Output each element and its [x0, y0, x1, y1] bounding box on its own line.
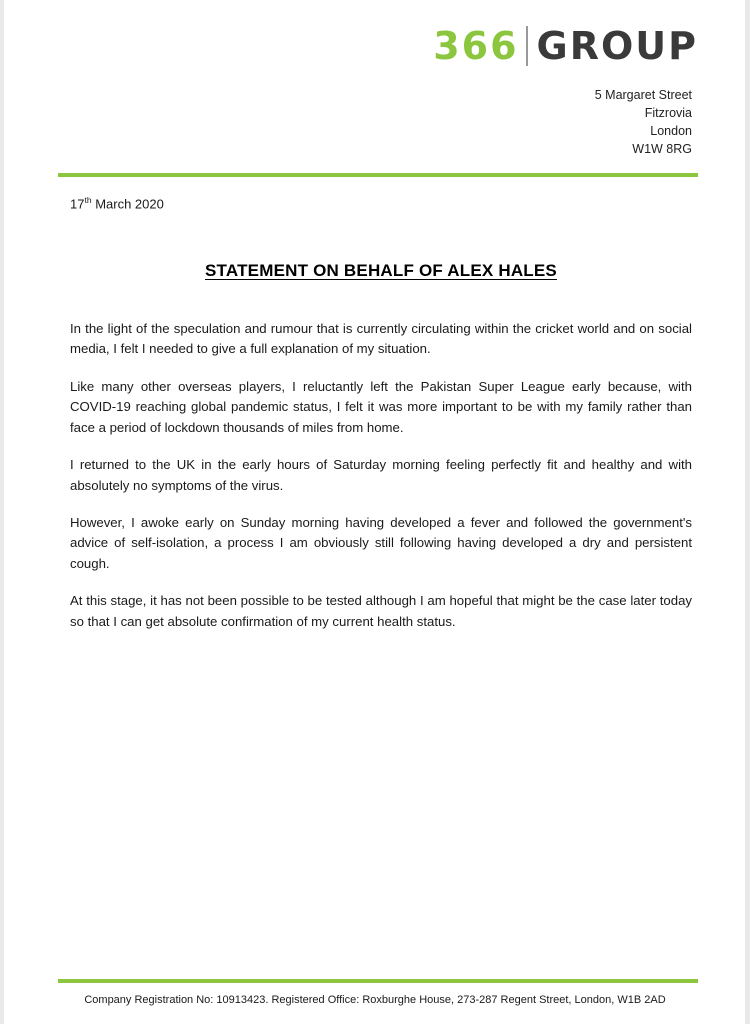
letter-date	[70, 195, 692, 211]
letterhead	[0, 0, 750, 177]
footer-registration-text: Company Registration No: 10913423. Registered Office: Roxburghe House, 273-287 Regent Street, London, W1B 2AD	[84, 994, 666, 1006]
logo-wordmark: GROUP	[536, 24, 698, 68]
paragraph: Like many other overseas players, I reluctantly left the Pakistan Super League early because, with COVID-19 reaching global pandemic status, I felt it was more important to be with my family rather than face a period of lockdown thousands of miles from home.	[70, 378, 692, 435]
paragraph: I returned to the UK in the early hours of Saturday morning feeling perfectly fit and healthy and with absolutely no symptoms of the virus.	[70, 457, 692, 493]
document-footer	[0, 979, 750, 1006]
address-line: Fitzrovia	[644, 106, 692, 121]
statement-paragraphs	[70, 319, 692, 632]
date-ordinal: th	[84, 194, 92, 205]
paragraph: However, I awoke early on Sunday morning having developed a fever and followed the government's advice of self-isolation, a process I am obviously still following having developed a dry and persistent cough.	[70, 515, 692, 571]
page-title: STATEMENT ON BEHALF OF ALEX HALES	[205, 260, 557, 280]
footer-rule	[58, 979, 698, 983]
paragraph: In the light of the speculation and rumour that is currently circulating within the cricket world and on social media, I felt I needed to give a full explanation of my situation.	[70, 320, 692, 357]
company-address	[0, 86, 750, 159]
logo-lockup	[433, 26, 698, 66]
address-line: London	[650, 124, 692, 139]
logo-divider-icon	[526, 26, 528, 66]
date-rest: March 2020	[95, 195, 164, 211]
address-line: W1W 8RG	[632, 142, 692, 157]
document-body	[0, 195, 750, 633]
date-day: 17	[70, 195, 85, 211]
address-line: 5 Margaret Street	[594, 88, 692, 102]
company-logo	[0, 26, 750, 66]
paragraph: At this stage, it has not been possible to be tested although I am hopeful that might be the case later today so that I can get absolute confirmation of my current health status.	[70, 593, 692, 629]
header-rule	[58, 173, 698, 177]
logo-number: 366	[433, 24, 519, 68]
